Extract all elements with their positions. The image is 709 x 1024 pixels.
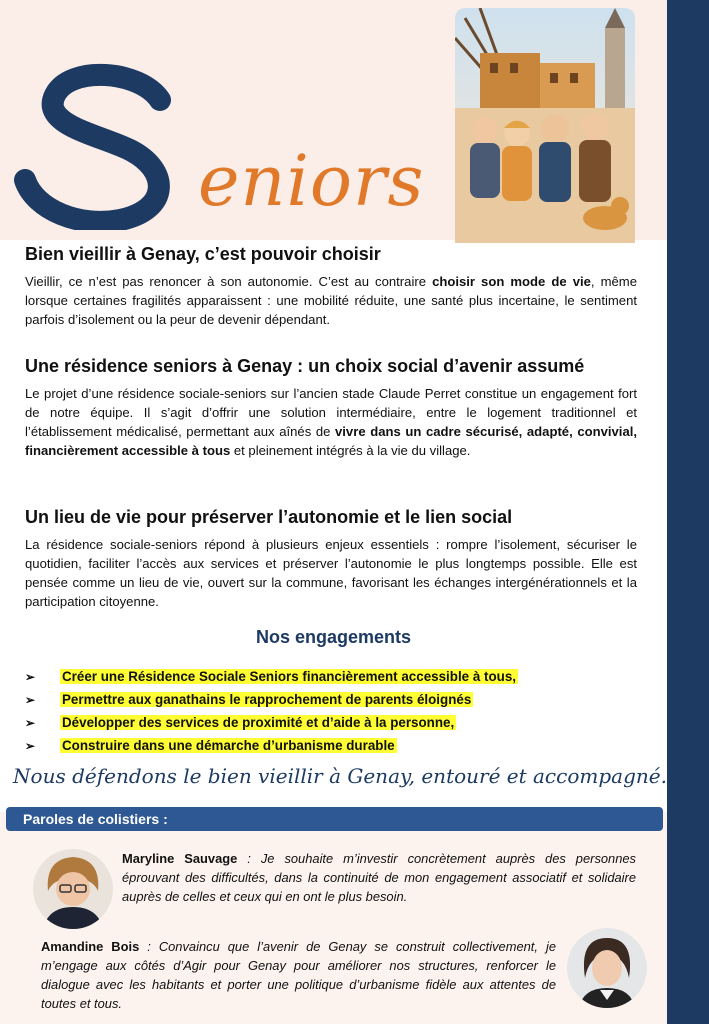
section-residence: [25, 356, 637, 460]
section-heading: Bien vieillir à Genay, c’est pouvoir choisir: [25, 244, 381, 264]
right-sidebar-band: [667, 0, 709, 1024]
section-paragraph: Le projet d’une résidence sociale-seniors sur l’ancien stade Claude Perret constitue un engagement fort de notre équipe. Il s’agit d’offrir une solution intermédiaire, entre le logement traditionnel et l’établissement médicalisé, permettant aux aînés de vivre dans un cadre sécurisé, adapté, convivial, financièrement accessible à tous et pleinement intégrés à la vie du village.: [25, 386, 637, 458]
section-paragraph: Vieillir, ce n’est pas renoncer à son autonomie. C’est au contraire choisir son mode de vie, même lorsque certaines fragilités apparaissent : une mobilité réduite, une santé plus incertaine, le sentiment parfois d’isolement ou la peur de devenir dépendant.: [25, 274, 637, 327]
arrow-bullet-icon: ➢: [25, 669, 36, 684]
seniors-illustration: [455, 8, 635, 243]
avatar-maryline: [33, 849, 113, 929]
arrow-bullet-icon: ➢: [25, 692, 36, 707]
title-text: eniors: [198, 140, 425, 222]
colistiers-banner: Paroles de colistiers :: [6, 807, 663, 831]
list-item: ➢ Construire dans une démarche d’urbanisme durable: [25, 738, 395, 753]
quote-amandine: Amandine Bois : Convaincu que l’avenir de Genay se construit collectivement, je m’engage aux côtés d’Agir pour Genay pour améliorer nos structures, renforcer le dialogue avec les habitants et porter une politique d’urbanisme fidèle aux attentes de toutes et tous.: [41, 939, 556, 1011]
arrow-bullet-icon: ➢: [25, 715, 36, 730]
quote-maryline: Maryline Sauvage : Je souhaite m’investir concrètement auprès des personnes éprouvant des difficultés, dans la continuité de mon engagement associatif et solidaire auprès de celles et ceux qui en ont le plus besoin.: [122, 851, 637, 904]
title-brush-s: [10, 60, 200, 230]
slogan: Nous défendons le bien vieillir à Genay, entouré et accompagné.: [13, 764, 667, 788]
section-paragraph: La résidence sociale-seniors répond à plusieurs enjeux essentiels : rompre l’isolement, sécuriser le quotidien, faciliter l’accès aux services et préserver l’autonomie le plus longtemps possible. Elle est pensée comme un lieu de vie, ouvert sur la commune, favorisant les échanges intergénérationnels et la participation citoyenne.: [25, 537, 637, 609]
engagements-title: Nos engagements: [255, 627, 412, 647]
arrow-bullet-icon: ➢: [25, 738, 36, 753]
list-item: ➢ Créer une Résidence Sociale Seniors financièrement accessible à tous,: [25, 669, 516, 684]
section-lieu-de-vie: [25, 507, 637, 611]
list-item: ➢ Développer des services de proximité et d’aide à la personne,: [25, 715, 455, 730]
engagements-list: [25, 665, 518, 757]
section-heading: Une résidence seniors à Genay : un choix social d’avenir assumé: [25, 356, 585, 376]
list-item: ➢ Permettre aux ganathains le rapprochement de parents éloignés: [25, 692, 472, 707]
avatar-amandine: [567, 928, 647, 1008]
section-bien-vieillir: [25, 244, 637, 329]
section-heading: Un lieu de vie pour préserver l’autonomie et le lien social: [25, 507, 513, 527]
